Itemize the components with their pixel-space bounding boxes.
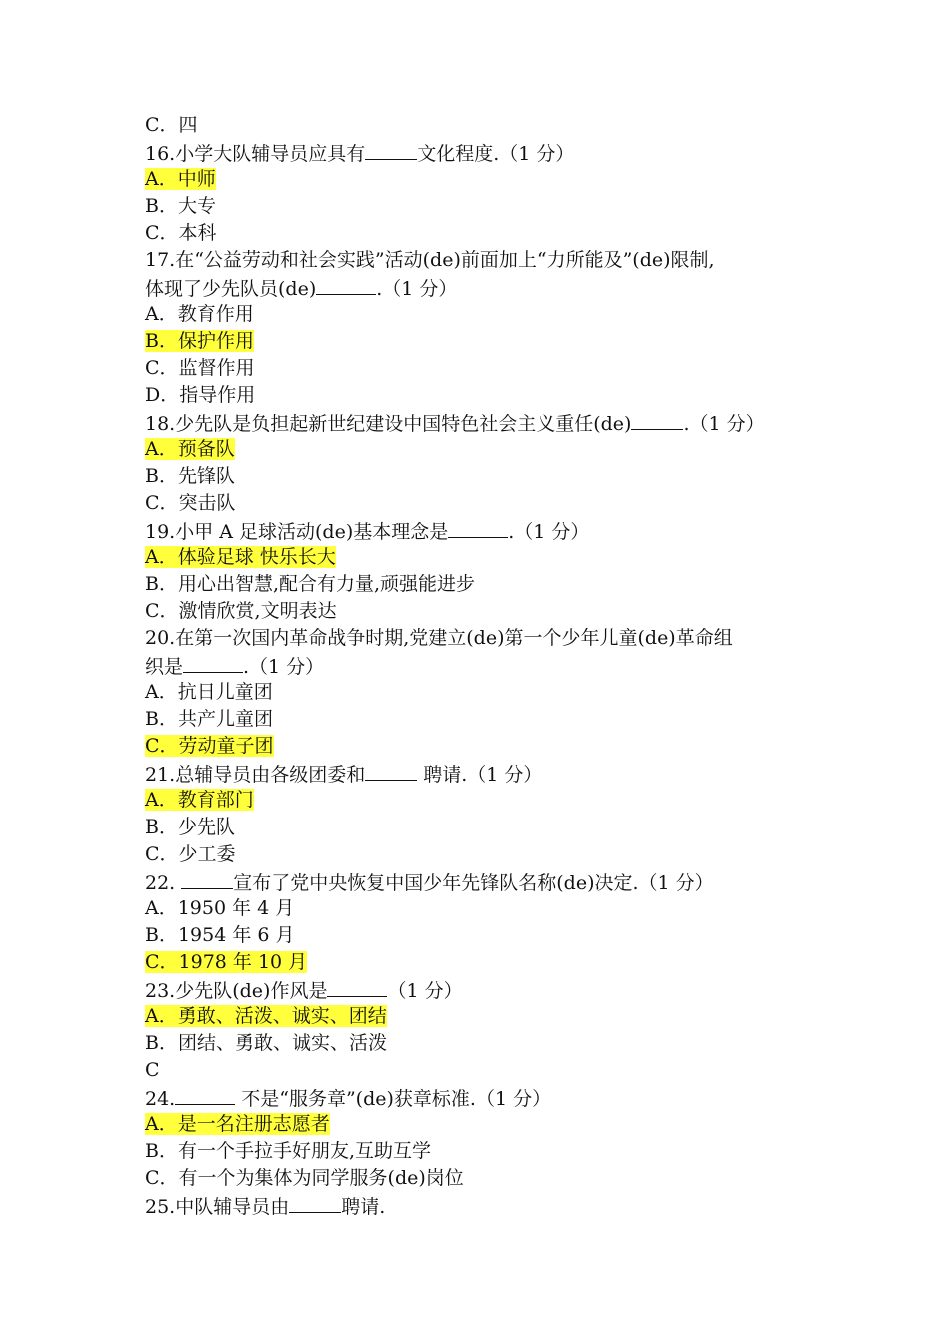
option-b-19: B．用心出智慧,配合有力量,顽强能进步	[145, 573, 476, 595]
option-c-24: C．有一个为集体为同学服务(de)岗位	[145, 1167, 464, 1189]
option-b-22: B．1954 年 6 月	[145, 924, 295, 946]
answer-blank	[327, 976, 387, 997]
option-b-17-answer: B．保护作用	[145, 330, 254, 352]
answer-blank	[316, 274, 376, 295]
answer-blank	[365, 139, 417, 160]
option-c-17: C．监督作用	[145, 357, 255, 379]
answer-blank	[181, 868, 233, 889]
question-23: 23.少先队(de)作风是 （1 分）	[145, 976, 825, 1003]
question-list	[145, 112, 825, 1219]
option-b-24: B．有一个手拉手好朋友,互助互学	[145, 1140, 432, 1162]
option-b-20: B．共产儿童团	[145, 708, 273, 730]
question-22: 22. 宣布了党中央恢复中国少年先锋队名称(de)决定.（1 分）	[145, 868, 825, 895]
option-c-22-answer: C．1978 年 10 月	[145, 951, 308, 973]
option-a-16-answer: A．中师	[145, 168, 216, 190]
question-16: 16.小学大队辅导员应具有 文化程度.（1 分）	[145, 139, 825, 166]
answer-blank	[183, 652, 243, 673]
option-b-16: B．大专	[145, 195, 216, 217]
option-a-18-answer: A．预备队	[145, 438, 235, 460]
option-a-24-answer: A．是一名注册志愿者	[145, 1113, 330, 1135]
option-b-23: B．团结、勇敢、诚实、活泼	[145, 1032, 387, 1054]
option-a-21-answer: A．教育部门	[145, 789, 254, 811]
option-a-22: A．1950 年 4 月	[145, 897, 295, 919]
question-20-cont: 织是 .（1 分）	[145, 652, 825, 679]
option-a-23-answer: A．勇敢、活泼、诚实、团结	[145, 1005, 387, 1027]
answer-blank	[365, 760, 417, 781]
answer-blank	[289, 1192, 341, 1213]
question-21: 21.总辅导员由各级团委和 聘请.（1 分）	[145, 760, 825, 787]
question-25: 25.中队辅导员由 聘请.	[145, 1192, 825, 1219]
option-b-18: B．先锋队	[145, 465, 235, 487]
question-20: 20.在第一次国内革命战争时期,党建立(de)第一个少年儿童(de)革命组	[145, 627, 733, 649]
option-c-23: C	[145, 1059, 160, 1081]
option-a-17: A．教育作用	[145, 303, 254, 325]
answer-blank	[631, 409, 683, 430]
option-d-17: D．指导作用	[145, 384, 256, 406]
question-17: 17.在“公益劳动和社会实践”活动(de)前面加上“力所能及”(de)限制,	[145, 249, 715, 271]
question-19: 19.小甲 A 足球活动(de)基本理念是 .（1 分）	[145, 517, 825, 544]
question-24: 24. 不是“服务章”(de)获章标准.（1 分）	[145, 1084, 825, 1111]
option-c-15: C．四	[145, 114, 198, 136]
option-b-21: B．少先队	[145, 816, 235, 838]
answer-blank	[448, 517, 508, 538]
option-c-20-answer: C．劳动童子团	[145, 735, 274, 757]
question-17-cont: 体现了少先队员(de) .（1 分）	[145, 274, 825, 301]
option-a-20: A．抗日儿童团	[145, 681, 273, 703]
option-c-18: C．突击队	[145, 492, 236, 514]
option-a-19-answer: A．体验足球 快乐长大	[145, 546, 336, 568]
option-c-19: C．激情欣赏,文明表达	[145, 600, 337, 622]
question-18: 18.少先队是负担起新世纪建设中国特色社会主义重任(de) .（1 分）	[145, 409, 825, 436]
option-c-21: C．少工委	[145, 843, 236, 865]
option-c-16: C．本科	[145, 222, 217, 244]
answer-blank	[175, 1084, 235, 1105]
